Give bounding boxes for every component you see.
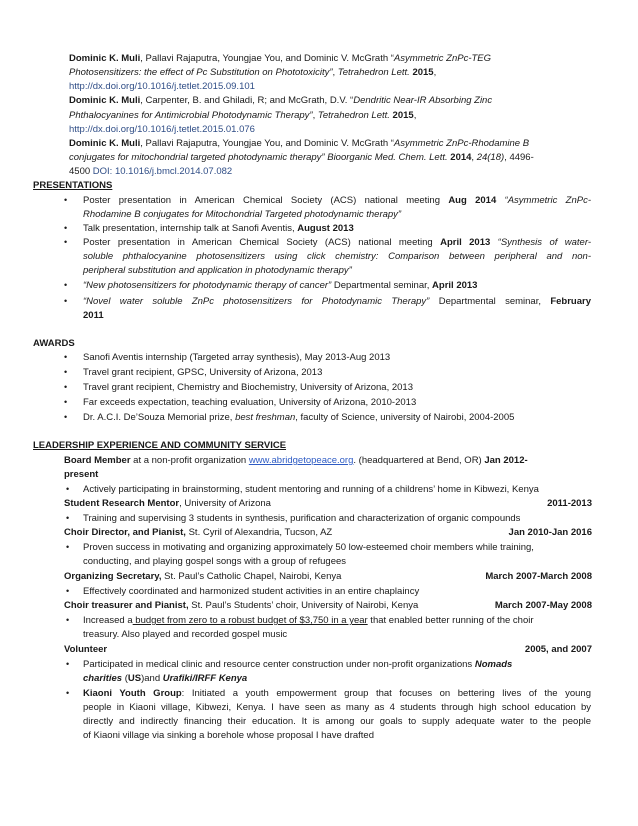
website-link[interactable]: www.abridgetopeace.org (248, 455, 354, 466)
kiaoni-entry: Kiaoni Youth Group: Initiated a youth empowerment group that focuses on bettering lives of the young (83, 688, 591, 699)
awards-heading: AWARDS (33, 338, 75, 349)
date-range: 2011-2013 (547, 498, 592, 509)
date-range: Jan 2010-Jan 2016 (508, 527, 592, 538)
bullet-icon: • (66, 484, 70, 494)
organizing-secretary-entry: Organizing Secretary, St. Paul’s Catholic Chapel, Nairobi, Kenya (64, 571, 342, 582)
bullet-icon: • (66, 586, 70, 596)
bullet-icon: • (64, 280, 68, 290)
date-range: March 2007-March 2008 (485, 571, 592, 582)
author-name: Dominic K. Muli (69, 95, 141, 106)
award-item: Far exceeds expectation, teaching evaluation, University of Arizona, 2010-2013 (83, 397, 417, 408)
date-range: March 2007-May 2008 (494, 600, 592, 611)
award-item: Travel grant recipient, Chemistry and Biochemistry, University of Arizona, 2013 (83, 382, 413, 393)
bullet-icon: • (66, 688, 70, 698)
doi-link[interactable]: http://dx.doi.org/10.1016/j.tetlet.2015.09.101 (69, 81, 255, 92)
bullet-icon: • (64, 195, 68, 205)
bullet-icon: • (64, 367, 68, 377)
bullet-icon: • (66, 659, 70, 669)
presentation-item: Talk presentation, internship talk at Sanofi Aventis, August 2013 (83, 223, 354, 234)
award-item: Dr. A.C.I. De’Souza Memorial prize, best freshman, faculty of Science, university of Nairobi, 2004-2005 (83, 412, 515, 423)
bullet-icon: • (64, 352, 68, 362)
bullet-icon: • (66, 542, 70, 552)
presentations-heading: PRESENTATIONS (33, 180, 113, 191)
resume-page: Dominic K. Muli, Pallavi Rajaputra, Youngjae You, and Dominic V. McGrath “Asymmetric ZnPc-TEG Photosensitizers: the effect of Pc Substitution on Phototoxicity”, Tetrahedron Lett. 2015, http://dx.doi.org/10.1016/j.tetlet.2015.09.101 Dominic K. Muli, Carpenter, B. and Ghiladi, R; and McGrath, D.V. “Dendritic Near-IR Absorbing Zinc Phthalocyanines for Antimicrobial Photodynamic Therapy”, Tetrahedron Lett. 2015, http://dx.doi.org/10.1016/j.tetlet.2015.01.076 Dominic K. Muli, Pallavi Rajaputra, Youngjae You, and Dominic V. McGrath “Asymmetric ZnPc-Rhodamine B conjugates for mitochondrial targeted photodynamic therapy” Bioorganic Med. Chem. Lett. 2014, 24(18), 4496- 4500 DOI: 10.1016/j.bmcl.2014.07.082 PRESENTATIONS • Poster presentation in American Chemical Society (ACS) national meeting Aug 2014 “Asymmetric ZnPc- Rhodamine B conjugates for Mitochondrial Targeted photodynamic therapy” • Talk presentation, internship talk at Sanofi Aventis, August 2013 • Poster presentation in American Chemical Society (ACS) national meeting April 2013 “Synthesis of water- soluble phthalocyanine photosensitizers using click chemistry: Comparison between peripheral and non- peripheral substitution and application in photodynamic therapy” • “New photosensitizers for photodynamic therapy of cancer” Departmental seminar, April 2013 • “Novel water soluble ZnPc photosensitizers for Photodynamic Therapy” Departmental seminar, February 2011 AWARDS • Sanofi Aventis internship (Targeted array synthesis), May 2013-Aug 2013 • Travel grant recipient, GPSC, University of Arizona, 2013 • Travel grant recipient, Chemistry and Biochemistry, University of Arizona, 2013 • Far exceeds expectation, teaching evaluation, University of Arizona, 2010-2013 • Dr. A.C.I. De’Souza Memorial prize, best freshman, faculty of Science, university of Nairobi, 2004-2005 LEADERSHIP EXPERIENCE AND COMMUNITY SERVICE Board Member at a non-profit organization www.abridgetopeace.org. (headquartered at Bend, OR) Jan 2012- present • Actively participating in brainstorming, student mentoring and running of a childrens’ home in Kibwezi, Kenya Student Research Mentor, University of Arizona 2011-2013 • Training and supervising 3 students in synthesis, purification and characterization of organic compounds Choir Director, and Pianist, St. Cyril of Alexandria, Tucson, AZ Jan 2010-Jan 2016 • Proven success in motivating and organizing approximately 50 low-esteemed choir members while training, conducting, and playing gospel songs with a group of refugees Organizing Secretary, St. Paul’s Catholic Chapel, Nairobi, Kenya March 2007-March 2008 • Effectively coordinated and harmonized student activities in an entire chaplaincy Choir treasurer and Pianist, St. Paul’s Students’ choir, University of Nairobi, Kenya March 2007-May 2008 • Increased a budget from zero to a robust budget of $3,750 in a year that enabled better running of the choir treasury. Also played and recorded gospel music Volunteer 2005, and 2007 • Participated in medical clinic and resource center construction under non-profit organizations Nomads charities (US)and Urafiki/IRFF Kenya • Kiaoni Youth Group: Initiated a youth empowerment group that focuses on bettering lives of the young people in Kiaoni village, Kibwezi, Kenya. I have seen as many as 4 students through high school education by directly and indirectly financing their education. It is among our goals to supply adequate water to the people of Kiaoni village via sinking a borehole whose proposal I have drafted (33, 53, 592, 741)
doi-link[interactable]: http://dx.doi.org/10.1016/j.tetlet.2015.01.076 (69, 124, 255, 135)
award-item: Sanofi Aventis internship (Targeted array synthesis), May 2013-Aug 2013 (83, 352, 391, 363)
bullet-icon: • (64, 412, 68, 422)
bullet-icon: • (64, 397, 68, 407)
presentation-item: “Novel water soluble ZnPc photosensitizers for Photodynamic Therapy” Departmental seminar, February (83, 296, 591, 307)
research-mentor-entry: Student Research Mentor, University of Arizona (64, 498, 271, 509)
bullet-icon: • (64, 296, 68, 306)
presentation-item: Poster presentation in American Chemical Society (ACS) national meeting April 2013 “Synthesis of water- (83, 237, 591, 248)
bullet-icon: • (64, 237, 68, 247)
presentation-item: Poster presentation in American Chemical Society (ACS) national meeting Aug 2014 “Asymmetric ZnPc- (83, 195, 591, 206)
choir-treasurer-entry: Choir treasurer and Pianist, St. Paul’s Students’ choir, University of Nairobi, Kenya (64, 600, 419, 611)
presentation-item: “New photosensitizers for photodynamic therapy of cancer” Departmental seminar, April 2013 (83, 280, 478, 291)
bullet-icon: • (66, 615, 70, 625)
bullet-icon: • (64, 223, 68, 233)
bullet-icon: • (66, 513, 70, 523)
choir-director-entry: Choir Director, and Pianist, St. Cyril of Alexandria, Tucson, AZ (64, 527, 333, 538)
leadership-heading: LEADERSHIP EXPERIENCE AND COMMUNITY SERVICE (33, 440, 287, 451)
volunteer-entry: Volunteer (64, 644, 108, 655)
bullet-icon: • (64, 382, 68, 392)
award-item: Travel grant recipient, GPSC, University of Arizona, 2013 (83, 367, 323, 378)
board-member-entry: Board Member at a non-profit organization www.abridgetopeace.org. (headquartered at Bend, OR) Jan 2012- (64, 455, 528, 466)
author-name: Dominic K. Muli (69, 138, 141, 149)
date-range: 2005, and 2007 (524, 644, 592, 655)
doi-link[interactable]: DOI: 10.1016/j.bmcl.2014.07.082 (92, 166, 233, 177)
author-name: Dominic K. Muli (69, 53, 141, 64)
